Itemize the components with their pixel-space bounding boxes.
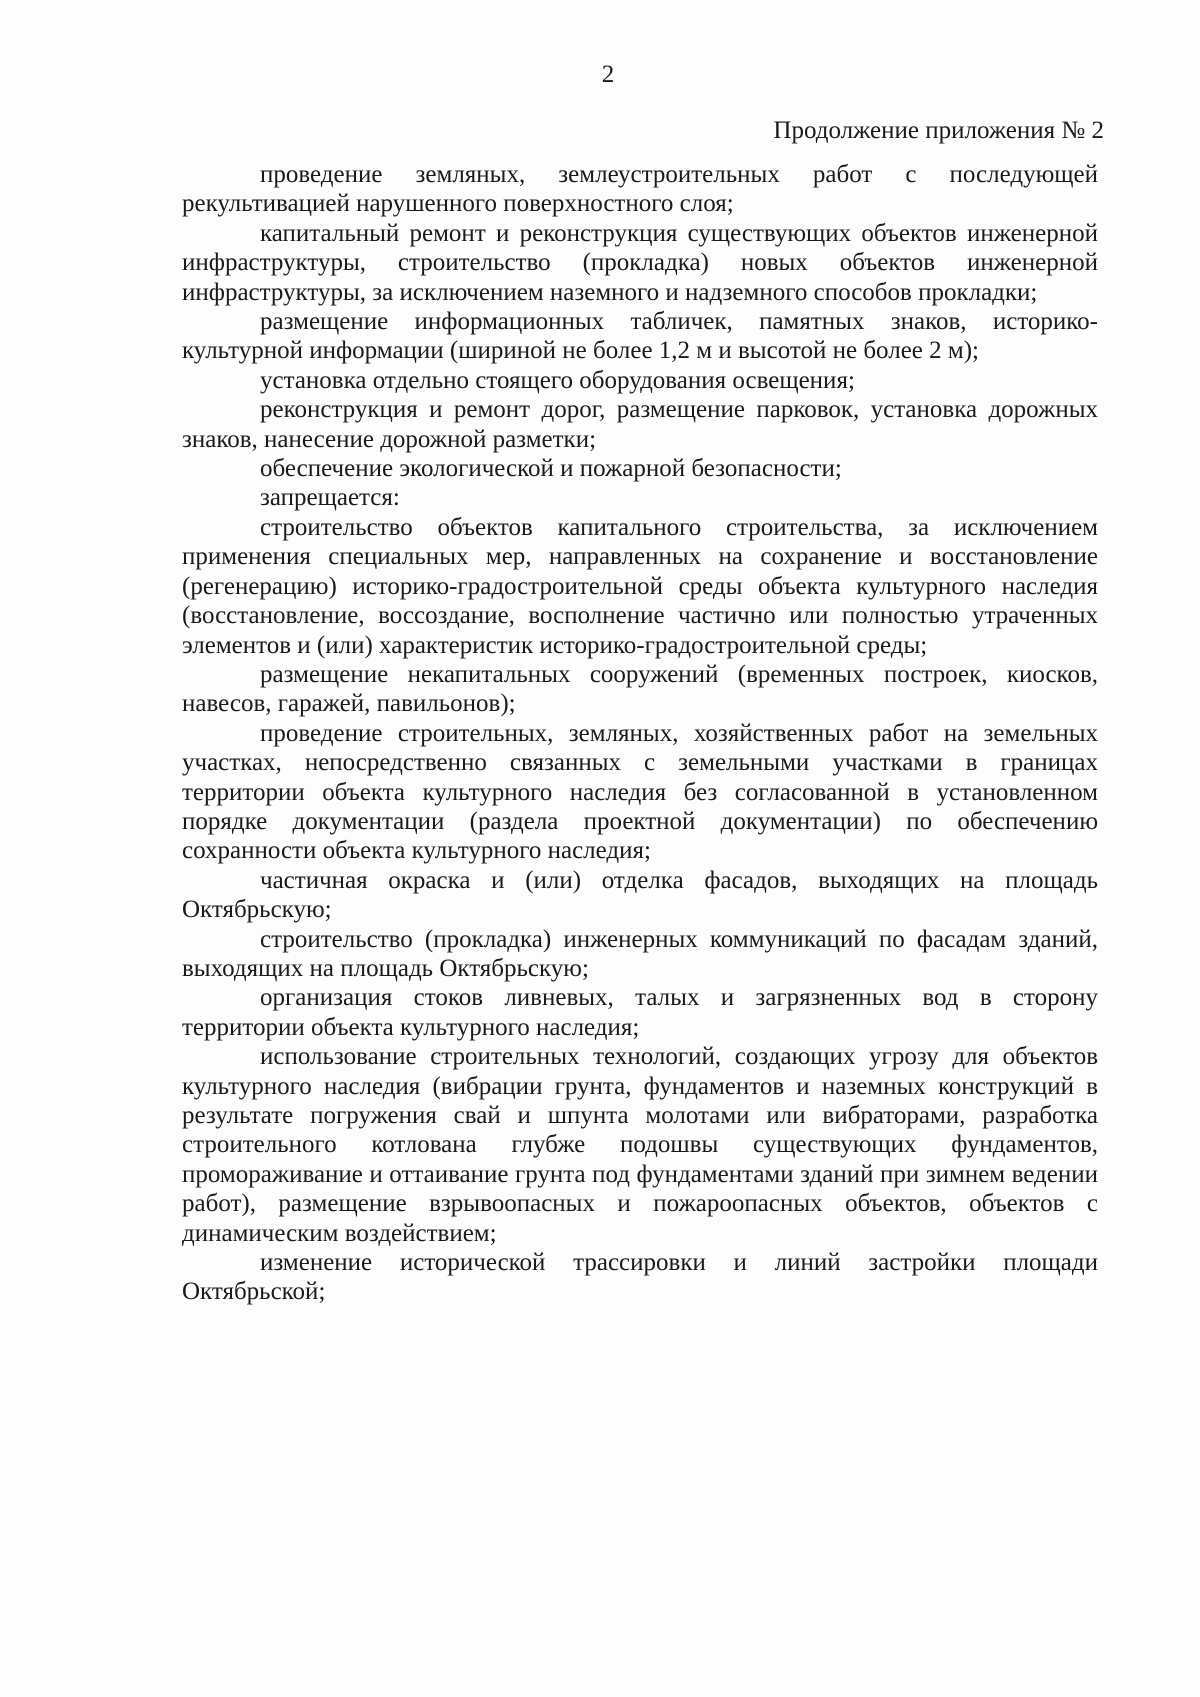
paragraph: строительство (прокладка) инженерных коммуникаций по фасадам зданий, выходящих на площадь Октябрьскую; <box>182 925 1098 982</box>
appendix-header: Продолжение приложения № 2 <box>773 117 1104 144</box>
paragraph: проведение земляных, землеустроительных работ с последующей рекультивацией нарушенного поверхностного слоя; <box>182 161 1098 218</box>
paragraph: размещение информационных табличек, памятных знаков, историко-культурной информации (шириной не более 1,2 м и высотой не более 2 м); <box>182 308 1098 365</box>
paragraph: установка отдельно стоящего оборудования освещения; <box>260 366 855 394</box>
paragraph: частичная окраска и (или) отделка фасадов, выходящих на площадь Октябрьскую; <box>182 866 1098 924</box>
paragraph: реконструкция и ремонт дорог, размещение парковок, установка дорожных знаков, нанесение дорожной разметки; <box>182 396 1098 453</box>
paragraph: размещение некапитальных сооружений (временных построек, киосков, навесов, гаражей, павильонов); <box>182 660 1098 718</box>
paragraph: обеспечение экологической и пожарной безопасности; <box>260 455 842 483</box>
paragraph: использование строительных технологий, создающих угрозу для объектов культурного наследия (вибрации грунта, фундаментов и наземных конструкций в результате погружения свай и шпунта молотами или вибраторами, разработка строительного котлована глубже подошвы существующих фундаментов, промораживание и оттаивание грунта под фундаментами зданий при зимнем ведении работ), размещение взрывоопасных и пожароопасных объектов, объектов с динамическим воздействием; <box>182 1043 1098 1247</box>
page-number: 2 <box>601 61 615 88</box>
document-body <box>182 160 1098 1307</box>
paragraph: проведение строительных, земляных, хозяйственных работ на земельных участках, непосредственно связанных с земельными участками в границах территории объекта культурного наследия без согласованной в установленном порядке документации (раздела проектной документации) по обеспечению сохранности объекта культурного наследия; <box>182 719 1098 865</box>
paragraph: капитальный ремонт и реконструкция существующих объектов инженерной инфраструктуры, строительство (прокладка) новых объектов инженерной инфраструктуры, за исключением наземного и надземного способов прокладки; <box>182 219 1098 306</box>
paragraph: изменение исторической трассировки и линий застройки площади Октябрьской; <box>182 1249 1098 1306</box>
paragraph: организация стоков ливневых, талых и загрязненных вод в сторону территории объекта культурного наследия; <box>182 984 1098 1041</box>
paragraph: строительство объектов капитального строительства, за исключением применения специальных мер, направленных на сохранение и восстановление (регенерацию) историко-градостроительной среды объекта культурного наследия (восстановление, воссоздание, восполнение частично или полностью утраченных элементов и (или) характеристик историко-градостроительной среды; <box>182 513 1098 659</box>
paragraph: запрещается: <box>260 484 400 512</box>
